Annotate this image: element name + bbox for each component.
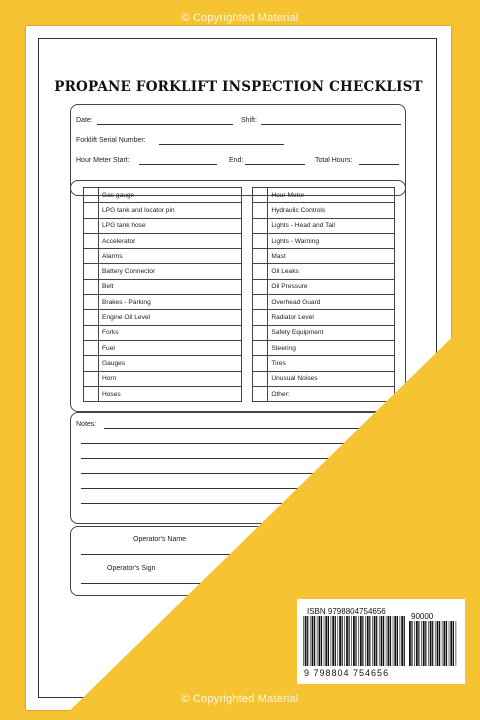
- serial-number-label: Forklift Serial Number:: [76, 137, 146, 144]
- checklist-item-label: Hour Meter: [268, 188, 395, 203]
- isbn-digits: 9 798804 754656: [304, 668, 390, 678]
- column-gap: [242, 340, 253, 355]
- checkbox-cell[interactable]: [84, 310, 99, 325]
- checklist-item-label: Oil Pressure: [268, 279, 395, 294]
- copyright-watermark-bottom: © Copyrighted Material: [181, 693, 299, 705]
- total-hours-line: [359, 164, 399, 165]
- column-gap: [242, 203, 253, 218]
- addon-barcode: [409, 621, 457, 666]
- checklist-item-label: Other:: [268, 386, 395, 401]
- price-addon-number: 90000: [411, 612, 434, 621]
- column-gap: [242, 356, 253, 371]
- checklist-item-label: Fuel: [99, 340, 242, 355]
- checklist-item-label: Brakes - Parking: [99, 295, 242, 310]
- column-gap: [242, 218, 253, 233]
- checklist-row: [84, 310, 395, 325]
- checkbox-cell[interactable]: [253, 371, 268, 386]
- checklist-item-label: Mast: [268, 249, 395, 264]
- checklist-item-label: Hoses: [99, 386, 242, 401]
- column-gap: [242, 295, 253, 310]
- checklist-row: [84, 233, 395, 248]
- checkbox-cell[interactable]: [84, 249, 99, 264]
- shift-line: [261, 124, 401, 125]
- isbn-barcode: [303, 616, 405, 666]
- column-gap: [242, 264, 253, 279]
- checklist-row: [84, 203, 395, 218]
- hour-meter-start-label: Hour Meter Start:: [76, 157, 130, 164]
- hour-meter-start-line: [139, 164, 217, 165]
- checklist-table: [83, 187, 395, 402]
- checklist-row: [84, 264, 395, 279]
- checklist-box: [70, 180, 406, 412]
- checkbox-cell[interactable]: [253, 203, 268, 218]
- column-gap: [242, 325, 253, 340]
- checklist-item-label: LPG tank hose: [99, 218, 242, 233]
- date-label: Date:: [76, 117, 93, 124]
- checklist-row: [84, 188, 395, 203]
- checkbox-cell[interactable]: [84, 386, 99, 401]
- checklist-item-label: Tires: [268, 356, 395, 371]
- checklist-row: [84, 249, 395, 264]
- column-gap: [242, 310, 253, 325]
- checklist-item-label: Lights - Head and Tail: [268, 218, 395, 233]
- checkbox-cell[interactable]: [253, 386, 268, 401]
- column-gap: [242, 371, 253, 386]
- column-gap: [242, 279, 253, 294]
- checklist-item-label: Battery Connector: [99, 264, 242, 279]
- checkbox-cell[interactable]: [84, 264, 99, 279]
- checkbox-cell[interactable]: [84, 218, 99, 233]
- checkbox-cell[interactable]: [253, 310, 268, 325]
- checkbox-cell[interactable]: [253, 188, 268, 203]
- notes-line[interactable]: [104, 428, 400, 429]
- checkbox-cell[interactable]: [253, 325, 268, 340]
- copyright-watermark-top: © Copyrighted Material: [181, 12, 299, 24]
- checkbox-cell[interactable]: [84, 340, 99, 355]
- checkbox-cell[interactable]: [84, 295, 99, 310]
- checklist-row: [84, 295, 395, 310]
- checkbox-cell[interactable]: [253, 233, 268, 248]
- shift-label: Shift:: [241, 117, 257, 124]
- date-line: [97, 124, 233, 125]
- serial-number-line: [159, 144, 284, 145]
- operator-name-label: Operator's Name: [133, 536, 187, 543]
- checklist-item-label: Alarms: [99, 249, 242, 264]
- checklist-item-label: Accelerator: [99, 233, 242, 248]
- notes-label: Notes:: [76, 421, 97, 428]
- checkbox-cell[interactable]: [253, 356, 268, 371]
- checklist-item-label: Gas gauge: [99, 188, 242, 203]
- checklist-item-label: Hydraulic Controls: [268, 203, 395, 218]
- column-gap: [242, 249, 253, 264]
- checkbox-cell[interactable]: [84, 233, 99, 248]
- checkbox-cell[interactable]: [253, 295, 268, 310]
- checkbox-cell[interactable]: [84, 371, 99, 386]
- checklist-item-label: LPG tank and locator pin: [99, 203, 242, 218]
- column-gap: [242, 188, 253, 203]
- checklist-row: [84, 279, 395, 294]
- checklist-row: [84, 386, 395, 401]
- checklist-item-label: Overhead Guard: [268, 295, 395, 310]
- checklist-item-label: Unusual Noises: [268, 371, 395, 386]
- checklist-item-label: Horn: [99, 371, 242, 386]
- checklist-row: [84, 325, 395, 340]
- checklist-item-label: Radiator Level: [268, 310, 395, 325]
- checklist-item-label: Forks: [99, 325, 242, 340]
- checklist-row: [84, 371, 395, 386]
- checklist-item-label: Belt: [99, 279, 242, 294]
- checklist-item-label: Oil Leaks: [268, 264, 395, 279]
- checklist-row: [84, 340, 395, 355]
- checkbox-cell[interactable]: [84, 325, 99, 340]
- checkbox-cell[interactable]: [253, 279, 268, 294]
- checkbox-cell[interactable]: [253, 264, 268, 279]
- form-title: PROPANE FORKLIFT INSPECTION CHECKLIST: [54, 79, 423, 95]
- column-gap: [242, 233, 253, 248]
- isbn-label: ISBN 9798804754656: [307, 607, 386, 616]
- checkbox-cell[interactable]: [253, 340, 268, 355]
- checkbox-cell[interactable]: [84, 356, 99, 371]
- checklist-row: [84, 218, 395, 233]
- barcode-box: [297, 599, 465, 684]
- checkbox-cell[interactable]: [84, 279, 99, 294]
- checklist-item-label: Engine Oil Level: [99, 310, 242, 325]
- checkbox-cell[interactable]: [84, 203, 99, 218]
- operator-signature-label: Operator's Sign: [107, 565, 156, 572]
- end-line: [245, 164, 305, 165]
- column-gap: [242, 386, 253, 401]
- total-hours-label: Total Hours:: [315, 157, 353, 164]
- checkbox-cell[interactable]: [84, 188, 99, 203]
- checklist-row: [84, 356, 395, 371]
- end-label: End:: [229, 157, 244, 164]
- checklist-item-label: Gauges: [99, 356, 242, 371]
- checkbox-cell[interactable]: [253, 249, 268, 264]
- checklist-item-label: Steering: [268, 340, 395, 355]
- checkbox-cell[interactable]: [253, 218, 268, 233]
- checklist-item-label: Safety Equipment: [268, 325, 395, 340]
- checklist-item-label: Lights - Warning: [268, 233, 395, 248]
